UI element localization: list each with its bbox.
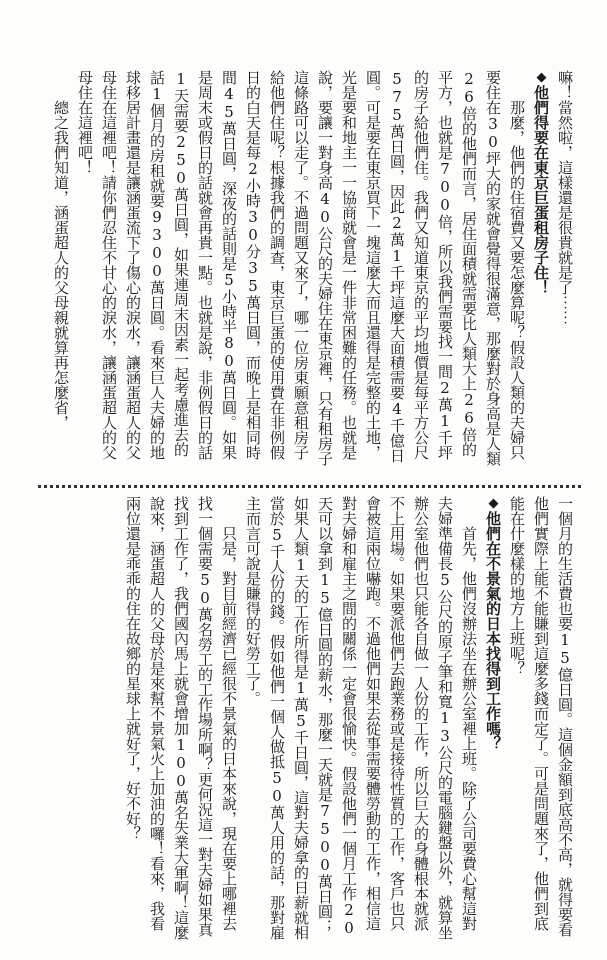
top-intro-text: 嘛！當然啦，這樣還是很貴就是了⋯⋯ (556, 70, 574, 325)
section-heading-work (481, 496, 505, 942)
diamond-bullet-icon: ◆ (486, 496, 501, 511)
paragraph: 總之我們知道，涵蛋超人的父母親就算再怎麼省， (52, 100, 70, 430)
dotted-divider (38, 485, 581, 488)
bottom-text-block (121, 496, 577, 942)
top-text-block (49, 70, 577, 470)
section-heading-housing-text: 他們得要在東京巨蛋租房子住！ (532, 85, 550, 295)
section-heading-housing (529, 70, 553, 470)
bottom-intro-text: 一個月的生活費也要15億日圓。這個金額到底高不高，就得要看他們實際上能不能賺到這麼多錢而定了。可是問題來了，他們到底能在什麼樣的地方上班呢？ (508, 496, 574, 937)
paragraph: 那麼，他們的住宿費又要怎麼算呢？假設人類的夫婦只要住在30坪大的家就會覺得很滿意，那麼對於身高是人類26倍的他們而言，居住面積就需要比人類大上26倍的平方，也就是700倍，所以我們需要找一間2萬1千坪的房子給他們住。我們又知道東京的平均地價是每平方公尺575萬日圓，因此2萬1千坪這麼大面積需要4千億日圓。可是要在東京買下一塊這麼大而且還得是完整的土地，光是要和地主一一協商就會是一件非常困難的任務。也就是說，要讓一對身高40公尺的夫婦住在東京裡，只有租房子這條路可以走了。不過問題又來了，哪一位房東願意租房子給他們住呢？根據我們的調查，東京巨蛋的使用費在非例假日的白天是每2小時30分35萬日圓，而晚上是相同時間45萬日圓，深夜的話則是5小時半80萬日圓。如果是周末或假日的話就會再貴一點。也就是說，非例假日的話1天需要250萬日圓，如果連周末因素一起考慮進去的話1個月的房租就要9300萬日圓。看來巨人夫婦的地球移居計畫還是讓涵蛋流下了傷心的淚水，讓涵蛋超人的父母住在這裡吧！請你們忍住不甘心的淚水，讓涵蛋超人的父母住在這裡吧！ (76, 70, 526, 466)
paragraph: 首先，他們沒辦法坐在辦公室裡上班。除了公司要費心幫這對夫婦準備長5公尺的原子筆和寬13公尺的電腦鍵盤以外，就算坐辦公室他們也只能各自做一人份的工作，所以巨大的身體根本就派不上用場。如果要派他們去跑業務或是接待性質的工作，客戶也只會被這兩位嚇跑。不過他們如果去從事需要體勞動的工作，相信這對夫婦和雇主之間的關係一定會很愉快。假設他們一個月工作20天可以拿到15億日圓的薪水，那麼一天就是7500萬日圓；如果人類1天的工作所得是1萬5千日圓，這對夫婦拿的日薪就相當於5千人份的錢。假如他們一個人做抵50萬人用的話，那對雇主而言可說是賺得的好勞工了。 (244, 496, 478, 940)
section-heading-work-text: 他們在不景氣的日本找得到工作嗎？ (484, 511, 502, 751)
diamond-bullet-icon: ◆ (534, 70, 549, 85)
paragraph: 只是，對目前經濟已經很不景氣的日本來說，現在要上哪裡去找一個需要50萬名勞工的工作場所啊？更何況這一對夫婦如果真找到工作了，我們國內馬上就會增加100萬名失業大軍啊！這麼說來，涵蛋超人的父母於是來幫不景氣火上加油的囉！看來，我看兩位還是乖乖的住在故鄉的星球上就好了，好不好？ (124, 496, 238, 940)
